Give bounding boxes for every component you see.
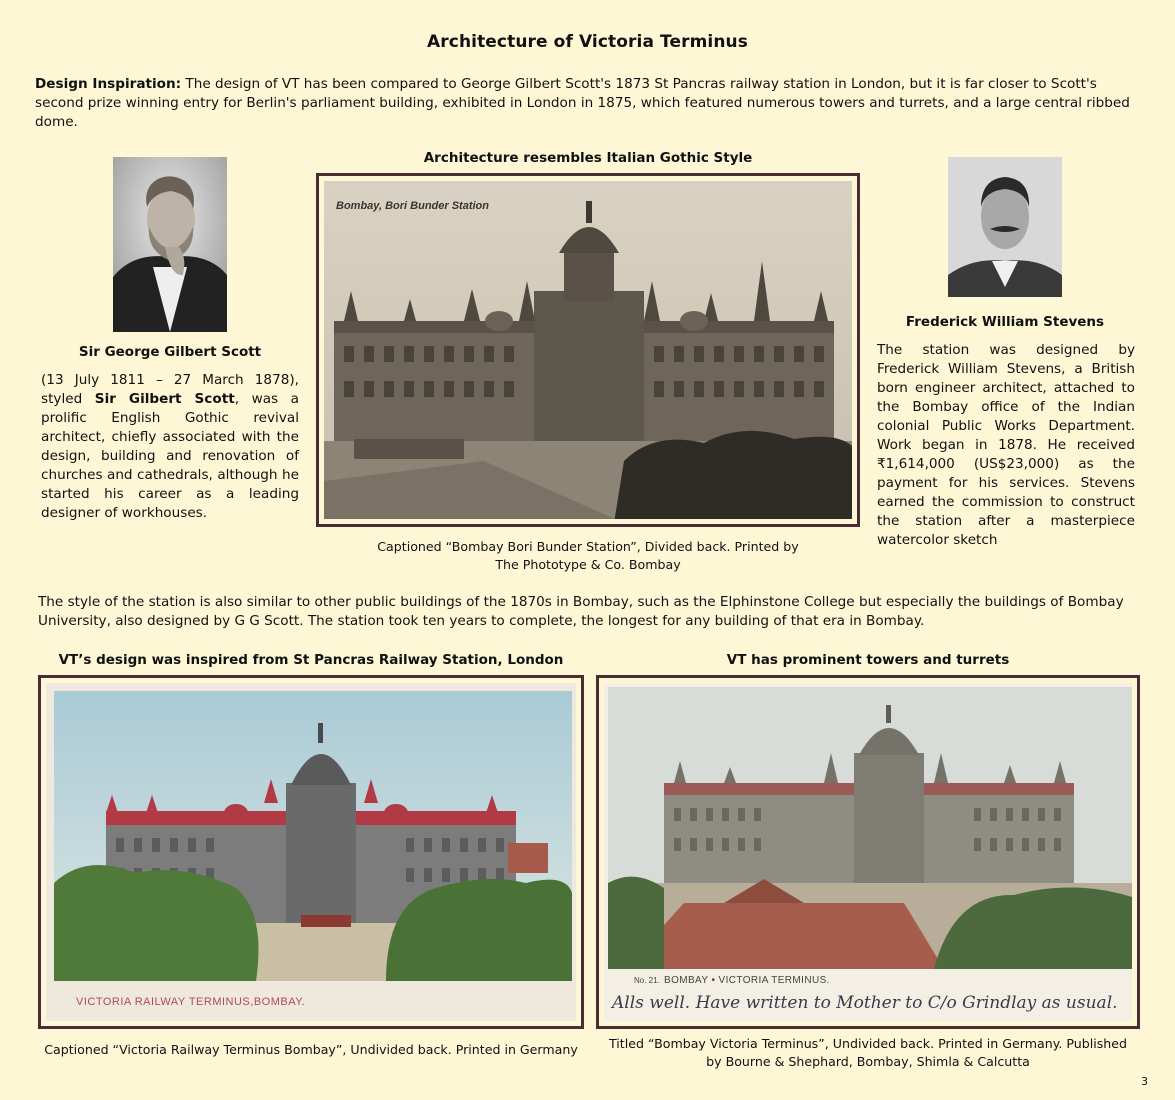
intro-text: The design of VT has been compared to George Gilbert Scott's 1873 St Pancras railway station in London, but it is far closer to Scott's second prize winning entry for Berlin's parliament building, exhibited in London in 1875, which featured numerous towers and turrets, and a large central ribbed dome. (35, 76, 1130, 130)
left-card-heading: VT’s design was inspired from St Pancras Railway Station, London (58, 652, 564, 668)
center-postcard-printed-caption: Bombay, Bori Bunder Station (336, 200, 489, 212)
intro-paragraph (35, 75, 1145, 132)
stevens-portrait (948, 157, 1062, 297)
center-card-heading: Architecture resembles Italian Gothic Style (423, 150, 753, 166)
scott-bio-end: , was a prolific English Gothic revival architect, chiefly associated with the design, building and renovation of churches and cathedrals, although he started his career as a leading designer of workhouses. (41, 391, 299, 521)
right-postcard-printed-caption: BOMBAY • VICTORIA TERMINUS. (664, 975, 830, 986)
center-postcard-image (324, 181, 852, 519)
scott-bio (41, 371, 299, 523)
page-title: Architecture of Victoria Terminus (427, 32, 748, 52)
scott-bio-start: (13 July 1811 – 27 March 1878), styled (41, 372, 299, 407)
right-caption-line1: Titled “Bombay Victoria Terminus”, Undivided back. Printed in Germany. Published (608, 1036, 1128, 1051)
left-postcard-printed-caption: VICTORIA RAILWAY TERMINUS,BOMBAY. (76, 996, 306, 1008)
right-postcard-handwriting: Alls well. Have written to Mother to C/o Grindlay as usual. (612, 993, 1118, 1013)
page-number: 3 (1141, 1075, 1148, 1088)
stevens-name: Frederick William Stevens (905, 314, 1105, 330)
center-postcard-frame (316, 173, 860, 527)
center-postcard-caption (316, 538, 860, 574)
left-postcard-caption: Captioned “Victoria Railway Terminus Bombay”, Undivided back. Printed in Germany (44, 1042, 578, 1057)
stevens-bio: The station was designed by Frederick William Stevens, a British born engineer architect, attached to the Bombay office of the Indian colonial Public Works Department. Work began in 1878. He received ₹1,614,000 (US$23,000) as the payment for his services. Stevens earned the commission to construct the station after a masterpiece watercolor sketch (877, 342, 1135, 548)
scott-portrait (113, 157, 227, 332)
right-postcard-frame (596, 675, 1140, 1029)
right-card-heading: VT has prominent towers and turrets (726, 652, 1010, 668)
center-caption-line1: Captioned “Bombay Bori Bunder Station”, Divided back. Printed by (377, 539, 799, 554)
center-caption-line2: The Phototype & Co. Bombay (495, 557, 681, 572)
intro-label: Design Inspiration: (35, 76, 182, 92)
right-postcard-printed-number: No. 21. (634, 976, 660, 985)
middle-paragraph: The style of the station is also similar to other public buildings of the 1870s in Bombay, such as the Elphinstone College but especially the buildings of Bombay University, also designed by G G Scott. The station took ten years to complete, the longest for any building of that era in Bombay. (38, 594, 1124, 629)
left-postcard-image (46, 683, 576, 1021)
scott-name: Sir George Gilbert Scott (78, 344, 262, 360)
right-postcard-caption (596, 1035, 1140, 1071)
right-postcard-image (604, 683, 1132, 1021)
right-caption-line2: by Bourne & Shephard, Bombay, Shimla & Calcutta (706, 1054, 1030, 1069)
scott-bio-bold: Sir Gilbert Scott (94, 391, 235, 407)
left-postcard-frame (38, 675, 584, 1029)
